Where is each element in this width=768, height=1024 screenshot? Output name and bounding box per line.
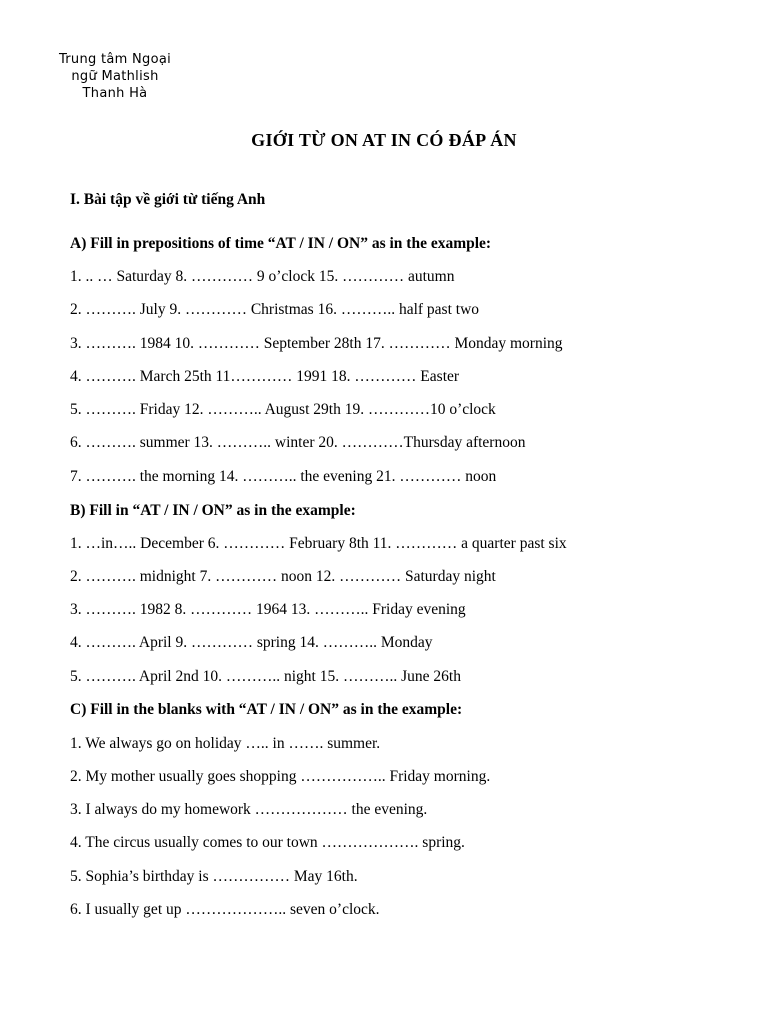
exercise-line-b3: 3. ………. 1982 8. ………… 1964 13. ……….. Friday evening xyxy=(70,601,466,618)
part-a-heading: A) Fill in prepositions of time “AT / IN / ON” as in the example: xyxy=(70,235,492,252)
exercise-line-b2: 2. ………. midnight 7. ………… noon 12. ………… Saturday night xyxy=(70,568,496,585)
exercise-line-b5: 5. ………. April 2nd 10. ……….. night 15. ……….. June 26th xyxy=(70,668,461,685)
exercise-line-a5: 5. ………. Friday 12. ……….. August 29th 19. …………10 o’clock xyxy=(70,401,496,418)
exercise-line-c4: 4. The circus usually comes to our town ………………. spring. xyxy=(70,834,465,851)
exercise-line-a2: 2. ………. July 9. ………… Christmas 16. ……….. half past two xyxy=(70,301,480,318)
center-name-line-3: Thanh Hà xyxy=(82,86,148,101)
exercise-line-c5: 5. Sophia’s birthday is …………… May 16th. xyxy=(70,868,358,885)
exercise-line-a4: 4. ………. March 25th 11………… 1991 18. ………… Easter xyxy=(70,368,460,385)
exercise-line-b4: 4. ………. April 9. ………… spring 14. ……….. Monday xyxy=(70,634,433,651)
center-name-line-1: Trung tâm Ngoại xyxy=(58,52,172,67)
section-heading: I. Bài tập về giới từ tiếng Anh xyxy=(70,191,266,208)
center-name-header xyxy=(30,51,200,102)
center-name-line-2: ngữ Mathlish xyxy=(71,69,159,84)
exercise-line-b1: 1. …in….. December 6. ………… February 8th 11. ………… a quarter past six xyxy=(70,535,567,552)
part-b-heading: B) Fill in “AT / IN / ON” as in the example: xyxy=(70,502,356,519)
exercise-line-a3: 3. ………. 1984 10. ………… September 28th 17. ………… Monday morning xyxy=(70,335,563,352)
part-c-heading: C) Fill in the blanks with “AT / IN / ON” as in the example: xyxy=(70,701,463,718)
exercise-line-a1: 1. .. … Saturday 8. ………… 9 o’clock 15. ………… autumn xyxy=(70,268,455,285)
exercise-line-c1: 1. We always go on holiday ….. in ……. summer. xyxy=(70,735,381,752)
exercise-line-c6: 6. I usually get up ……………….. seven o’clock. xyxy=(70,901,380,918)
document-title: GIỚI TỪ ON AT IN CÓ ĐÁP ÁN xyxy=(251,130,517,150)
exercise-line-a7: 7. ………. the morning 14. ……….. the evening 21. ………… noon xyxy=(70,468,497,485)
exercise-line-c3: 3. I always do my homework ……………… the evening. xyxy=(70,801,428,818)
exercise-line-c2: 2. My mother usually goes shopping …………….. Friday morning. xyxy=(70,768,491,785)
exercise-line-a6: 6. ………. summer 13. ……….. winter 20. …………Thursday afternoon xyxy=(70,434,526,451)
